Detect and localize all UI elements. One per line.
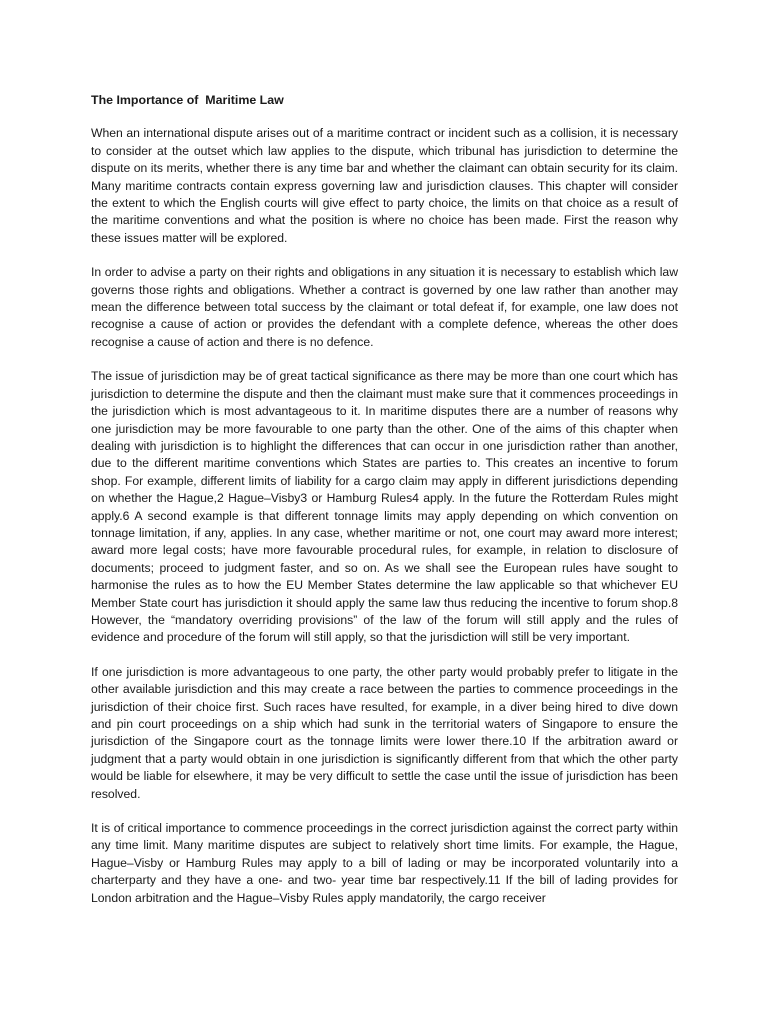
paragraph-2: In order to advise a party on their rights and obligations in any situation it is necessary to establish which law governs those rights and obligations. Whether a contract is governed by one law rather than another may mean the difference between total success by the claimant or total defeat if, for example, one law does not recognise a cause of action or provides the defendant with a complete defence, whereas the other does recognise a cause of action and there is no defence.: [91, 265, 678, 349]
document-page: [91, 92, 678, 907]
document-title: The Importance of Maritime Law: [91, 93, 284, 107]
paragraph-1: When an international dispute arises out of a maritime contract or incident such as a collision, it is necessary to consider at the outset which law applies to the dispute, which tribunal has jurisdiction to determine the dispute on its merits, whether there is any time bar and whether the claimant can obtain security for its claim. Many maritime contracts contain express governing law and jurisdiction clauses. This chapter will consider the extent to which the English courts will give effect to party choice, the limits on that choice as a result of the maritime conventions and what the position is where no choice has been made. First the reason why these issues matter will be explored.: [91, 126, 678, 245]
paragraph-5: It is of critical importance to commence proceedings in the correct jurisdiction against the correct party within any time limit. Many maritime disputes are subject to relatively short time limits. For example, the Hague, Hague–Visby or Hamburg Rules may apply to a bill of lading or may be incorporated voluntarily into a charterparty and they have a one- and two- year time bar respectively.11 If the bill of lading provides for London arbitration and the Hague–Visby Rules apply mandatorily, the cargo receiver: [91, 821, 678, 905]
paragraph-4: If one jurisdiction is more advantageous to one party, the other party would probably prefer to litigate in the other available jurisdiction and this may create a race between the parties to commence proceedings in the jurisdiction of their choice first. Such races have resulted, for example, in a diver being hired to dive down and pin court proceedings on a ship which had sunk in the territorial waters of Singapore to ensure the jurisdiction of the Singapore court as the tonnage limits were lower there.10 If the arbitration award or judgment that a party would obtain in one jurisdiction is significantly different from that which the other party would be liable for elsewhere, it may be very difficult to settle the case until the issue of jurisdiction has been resolved.: [91, 664, 678, 801]
paragraph-3: The issue of jurisdiction may be of great tactical significance as there may be more than one court which has jurisdiction to determine the dispute and then the claimant must make sure that it commences proceedings in the jurisdiction which is most advantageous to it. In maritime disputes there are a number of reasons why one jurisdiction may be more favourable to one party than the other. One of the aims of this chapter when dealing with jurisdiction is to highlight the differences that can occur in one jurisdiction rather than another, due to the different maritime conventions which States are parties to. This creates an incentive to forum shop. For example, different limits of liability for a cargo claim may apply in different jurisdictions depending on whether the Hague,2 Hague–Visby3 or Hamburg Rules4 apply. In the future the Rotterdam Rules might apply.6 A second example is that different tonnage limits may apply depending on which convention on tonnage limitation, if any, applies. In any case, whether maritime or not, one court may award more interest; award more legal costs; have more favourable procedural rules, for example, in relation to disclosure of documents; proceed to judgment faster, and so on. As we shall see the European rules have sought to harmonise the rules as to how the EU Member States determine the law applicable so that whichever EU Member State court has jurisdiction it should apply the same law thus reducing the incentive to forum shop.8 However, the “mandatory overriding provisions” of the law of the forum will still apply and the rules of evidence and procedure of the forum will still apply, so that the jurisdiction will still be very important.: [91, 369, 678, 645]
